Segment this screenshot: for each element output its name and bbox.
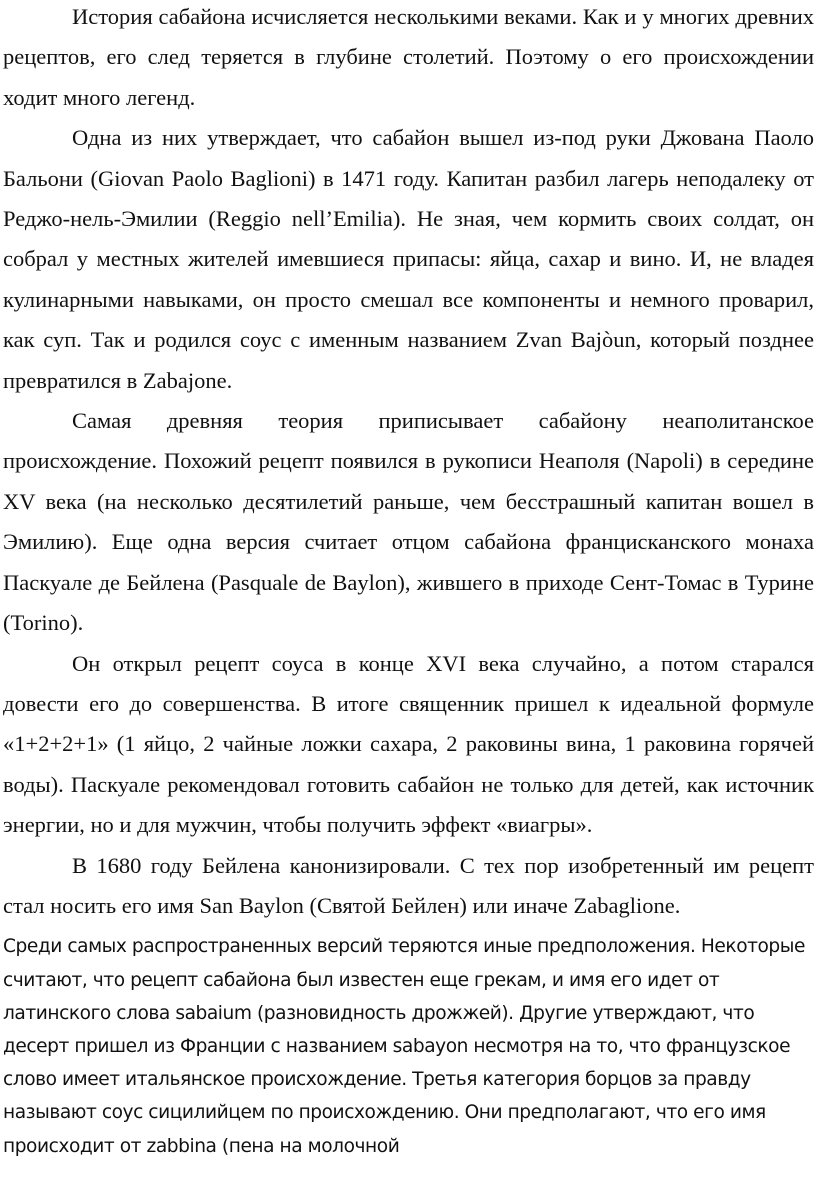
paragraph-history-intro: История сабайона исчисляется несколькими веками. Как и у многих древних рецептов, его след теряется в глубине столетий. Поэтому о его происхождении ходит много легенд. (3, 4, 814, 110)
serif-text-section (3, 0, 814, 926)
paragraph-other-versions: Среди самых распространенных версий теряются иные предположения. Некоторые считают, что рецепт сабайона был известен еще грекам, и имя его идет от латинского слова sabaium (разновидность дрожжей). Другие утверждают, что десерт пришел из Франции с названием sabayon несмотря на то, что французское слово имеет итальянское происхождение. Третья категория борцов за правду называют соус сицилийцем по происхождению. Они предполагают, что его имя происходит от zabbina (пена на молочной (3, 936, 806, 1157)
paragraph-recipe-formula: Он открыл рецепт соуса в конце XVI века случайно, а потом старался довести его до совершенства. В итоге священник пришел к идеальной формуле «1+2+2+1» (1 яйцо, 2 чайные ложки сахара, 2 раковины вина, 1 раковина горячей воды). Паскуале рекомендовал готовить сабайон не только для детей, как источник энергии, но и для мужчин, чтобы получить эффект «виагры». (3, 650, 814, 838)
paragraph-baglioni-legend: Одна из них утверждает, что сабайон вышел из-под руки Джована Паоло Бальони (Giovan Paolo Baglioni) в 1471 году. Капитан разбил лагерь неподалеку от Реджо-нель-Эмилии (Reggio nell’Emilia). Не зная, чем кормить своих солдат, он собрал у местных жителей имевшиеся припасы: яйца, сахар и вино. И, не владея кулинарными навыками, он просто смешал все компоненты и немного проварил, как суп. Так и родился соус с именным названием Zvan Bajòun, который позднее превратился в Zabajone. (3, 125, 814, 393)
sans-text-section (3, 930, 814, 1162)
paragraph-canonization: В 1680 году Бейлена канонизировали. С тех пор изобретенный им рецепт стал носить его имя San Baylon (Святой Бейлен) или иначе Zabaglione. (3, 852, 814, 918)
paragraph-neapolitan-theory: Самая древняя теория приписывает сабайону неаполитанское происхождение. Похожий рецепт появился в рукописи Неаполя (Napoli) в середине XV века (на несколько десятилетий раньше, чем бесстрашный капитан вошел в Эмилию). Еще одна версия считает отцом сабайона францисканского монаха Паскуале де Бейлена (Pasquale de Baylon), жившего в приходе Сент-Томас в Турине (Torino). (3, 408, 814, 636)
